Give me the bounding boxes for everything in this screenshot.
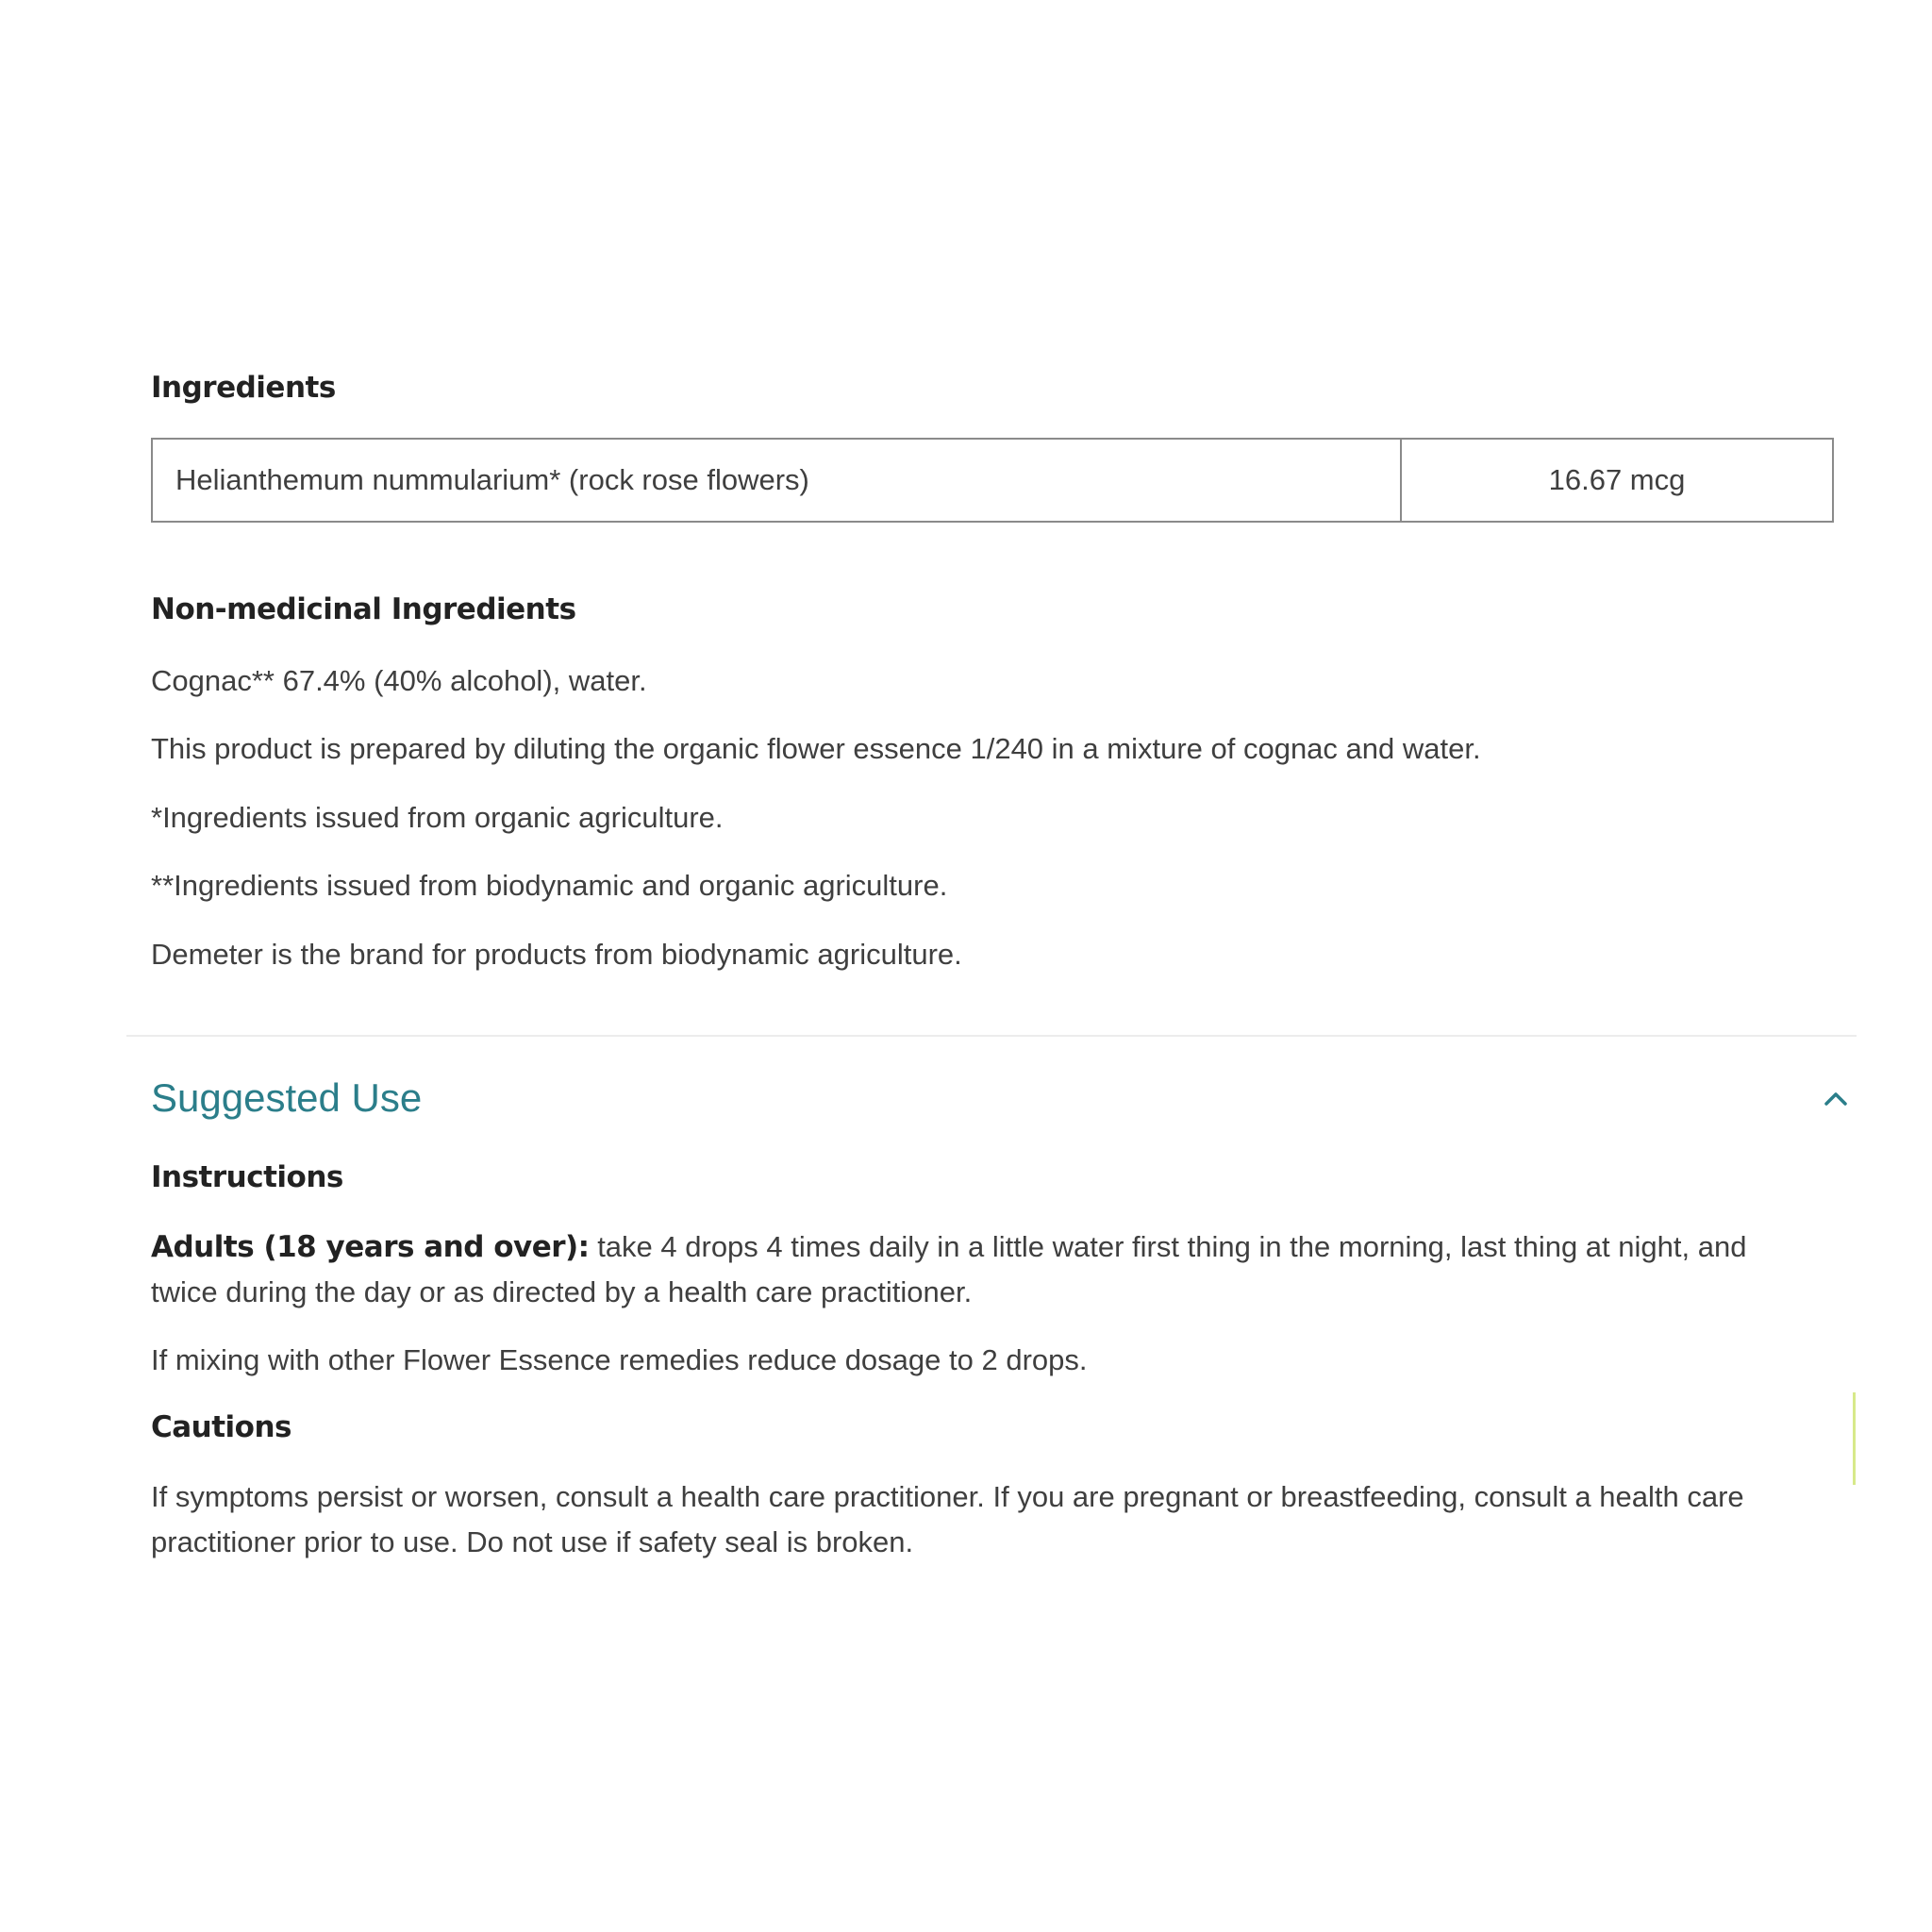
cautions-text: If symptoms persist or worsen, consult a health care practitioner. If you are pregnant or breastfeeding, consult a health care practitioner prior to use. Do not use if safety seal is broken. [151,1480,1744,1558]
ingredient-name-cell: Helianthemum nummularium* (rock rose flowers) [153,440,1402,521]
cautions-heading: Cautions [151,1410,292,1444]
ingredient-amount-cell: 16.67 mcg [1548,463,1686,496]
adults-label: Adults (18 years and over): [151,1230,590,1264]
non-medicinal-heading: Non-medicinal Ingredients [151,592,576,626]
adults-instructions [151,1224,1792,1315]
adults-text: take 4 drops 4 times daily in a little water first thing in the morning, last thing at night, and twice during the day or as directed by a health care practitioner. [151,1230,1747,1308]
non-medicinal-line: Demeter is the brand for products from biodynamic agriculture. [151,938,962,971]
non-medicinal-line: Cognac** 67.4% (40% alcohol), water. [151,664,647,697]
chevron-up-icon[interactable] [1821,1087,1851,1111]
non-medicinal-line: **Ingredients issued from biodynamic and organic agriculture. [151,869,948,902]
ingredients-table [151,438,1834,523]
ingredients-heading: Ingredients [151,371,336,405]
suggested-use-toggle[interactable]: Suggested Use [151,1075,423,1120]
instructions-heading: Instructions [151,1160,343,1194]
section-divider [126,1035,1857,1037]
mixing-note: If mixing with other Flower Essence remedies reduce dosage to 2 drops. [151,1343,1088,1376]
scroll-indicator [1853,1392,1856,1485]
non-medicinal-line: *Ingredients issued from organic agriculture. [151,801,724,834]
non-medicinal-line: This product is prepared by diluting the organic flower essence 1/240 in a mixture of cognac and water. [151,732,1481,765]
